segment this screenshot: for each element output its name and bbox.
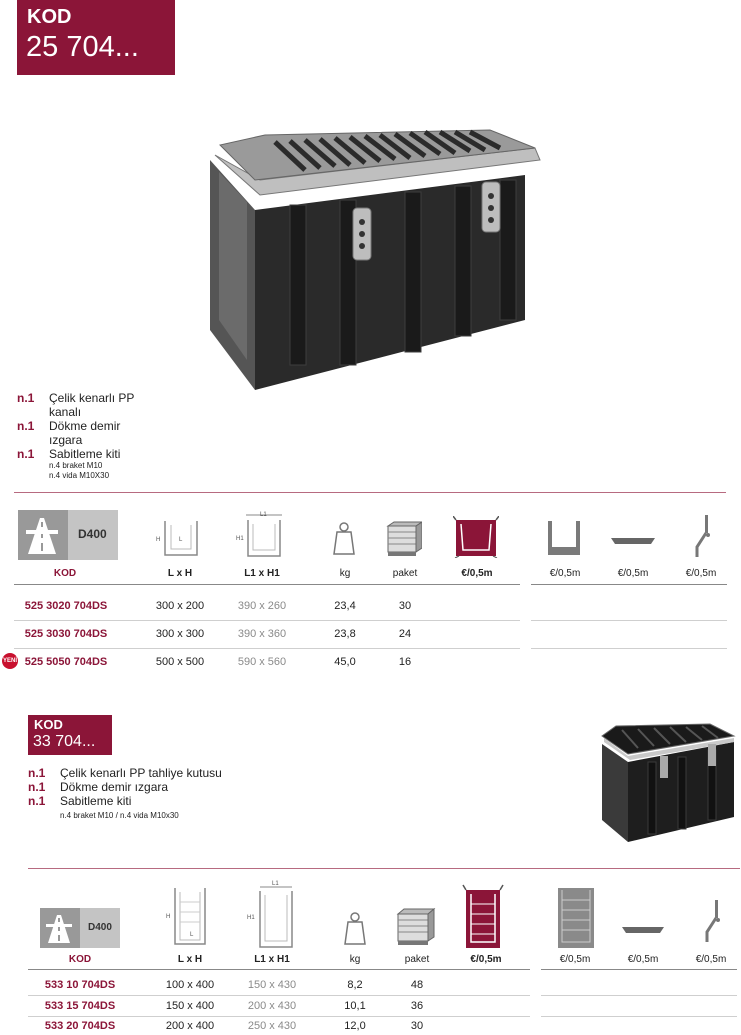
dim-lxh: 300 x 300 [155, 628, 205, 640]
channel-dimension-icon [155, 517, 207, 561]
pallet-icon [396, 907, 436, 947]
kod-number: 33 704... [33, 733, 96, 750]
kod-number: 25 704... [26, 31, 139, 63]
col-price-cap: €/0,5m [627, 954, 659, 965]
dim-lxh: 300 x 200 [155, 600, 205, 612]
weight: 45,0 [334, 656, 356, 668]
dim-lxh: 100 x 400 [165, 979, 215, 991]
dim-l1xh1: 150 x 430 [247, 979, 297, 991]
product-code: 525 3020 704DS [24, 600, 108, 612]
dim-l1xh1: 390 x 260 [237, 600, 287, 612]
include-item: n.1 Dökme demir ızgara [28, 780, 169, 794]
paket: 24 [398, 628, 412, 640]
include-sub: n.4 vida M10X30 [49, 471, 110, 480]
col-paket: paket [392, 568, 418, 579]
bracket-icon [693, 513, 713, 559]
weight-icon [344, 912, 366, 946]
col-l1xh1: L1 x H1 [254, 954, 290, 965]
include-item-cont: ızgara [49, 433, 83, 447]
col-price-grate: €/0,5m [470, 954, 502, 965]
product-code: 525 3030 704DS [24, 628, 108, 640]
grate-price-icon [453, 516, 499, 558]
dim-l1xh1: 590 x 560 [237, 656, 287, 668]
product-code: 533 20 704DS [44, 1020, 116, 1032]
outer-dimension-icon [246, 877, 302, 951]
col-kg: kg [339, 568, 351, 579]
svg-text:L: L [179, 537, 183, 543]
box-end-icon [556, 886, 596, 950]
weight: 10,1 [344, 1000, 366, 1012]
col-price-bracket: €/0,5m [685, 568, 717, 579]
table-row [28, 1017, 530, 1033]
col-kod: KOD [53, 568, 77, 579]
paket: 16 [398, 656, 412, 668]
row-divider [531, 648, 727, 649]
svg-text:L1: L1 [272, 881, 279, 887]
grate-price-icon [462, 884, 504, 950]
new-badge: YENİ [2, 653, 18, 669]
include-item: n.1 Çelik kenarlı PP tahliye kutusu [28, 766, 222, 780]
includes-list [17, 391, 217, 481]
svg-text:L1: L1 [260, 512, 267, 518]
include-item: n.1 Dökme demir [17, 419, 121, 433]
kod-label: KOD [27, 6, 72, 28]
road-icon [24, 516, 60, 554]
table-row [28, 996, 530, 1016]
paket: 30 [410, 1020, 424, 1032]
dim-l1xh1: 200 x 430 [247, 1000, 297, 1012]
paket: 30 [398, 600, 412, 612]
road-icon [45, 913, 73, 943]
col-kg: kg [349, 954, 361, 965]
product-code: 533 10 704DS [44, 979, 116, 991]
kod-label: KOD [34, 717, 63, 732]
col-kod: KOD [68, 954, 92, 965]
row-divider [541, 1016, 737, 1017]
col-price-end: €/0,5m [559, 954, 591, 965]
row-divider [531, 620, 727, 621]
svg-text:L: L [190, 932, 194, 938]
load-class-label: D400 [88, 922, 112, 933]
table-row [14, 651, 520, 673]
pallet-icon [386, 520, 422, 558]
load-class-badge [40, 908, 120, 948]
outer-dimension-icon [236, 510, 292, 560]
channel-product-image [205, 120, 550, 395]
col-paket: paket [404, 954, 430, 965]
end-cap-icon [622, 925, 664, 935]
kod-badge [28, 715, 112, 755]
box-dimension-icon [163, 886, 215, 950]
includes-list [28, 766, 328, 821]
weight: 23,8 [334, 628, 356, 640]
col-price-end: €/0,5m [549, 568, 581, 579]
header-line [14, 584, 520, 585]
dim-lxh: 200 x 400 [165, 1020, 215, 1032]
dim-l1xh1: 250 x 430 [247, 1020, 297, 1032]
product-code: 525 5050 704DS [24, 656, 108, 668]
col-price-cap: €/0,5m [617, 568, 649, 579]
product-code: 533 15 704DS [44, 1000, 116, 1012]
col-lxh: L x H [177, 954, 203, 965]
svg-text:H1: H1 [236, 536, 244, 542]
row-divider [541, 995, 737, 996]
header-line [531, 584, 727, 585]
row-divider [14, 620, 520, 621]
header-line [28, 969, 530, 970]
svg-text:H: H [156, 537, 161, 543]
dim-l1xh1: 390 x 360 [237, 628, 287, 640]
section-divider [28, 868, 740, 869]
col-price-grate: €/0,5m [461, 568, 493, 579]
include-sub: n.4 braket M10 / n.4 vida M10x30 [60, 811, 179, 820]
weight: 8,2 [347, 979, 363, 991]
channel-end-icon [546, 519, 582, 557]
section-divider [14, 492, 726, 493]
include-sub: n.4 braket M10 [49, 461, 103, 470]
include-item: n.1 Sabitleme kiti [28, 794, 132, 808]
load-class-badge [18, 510, 118, 560]
load-class-label: D400 [78, 527, 107, 541]
bracket-icon [703, 898, 723, 944]
table-row [14, 623, 520, 645]
weight-icon [333, 522, 355, 556]
table-row [28, 975, 530, 995]
col-price-bracket: €/0,5m [695, 954, 727, 965]
dim-lxh: 500 x 500 [155, 656, 205, 668]
include-item: n.1 Çelik kenarlı PP [17, 391, 135, 405]
col-l1xh1: L1 x H1 [244, 568, 280, 579]
row-divider [14, 648, 520, 649]
table-row [14, 595, 520, 617]
dim-lxh: 150 x 400 [165, 1000, 215, 1012]
drain-box-product-image [598, 722, 738, 844]
kod-badge [17, 0, 175, 75]
paket: 36 [410, 1000, 424, 1012]
weight: 12,0 [344, 1020, 366, 1032]
end-cap-icon [611, 536, 655, 546]
header-line [541, 969, 737, 970]
svg-text:H1: H1 [247, 915, 255, 921]
paket: 48 [410, 979, 424, 991]
include-item: n.1 Sabitleme kiti [17, 447, 121, 461]
include-item-cont: kanalı [49, 405, 82, 419]
weight: 23,4 [334, 600, 356, 612]
col-lxh: L x H [167, 568, 193, 579]
svg-text:H: H [166, 914, 171, 920]
